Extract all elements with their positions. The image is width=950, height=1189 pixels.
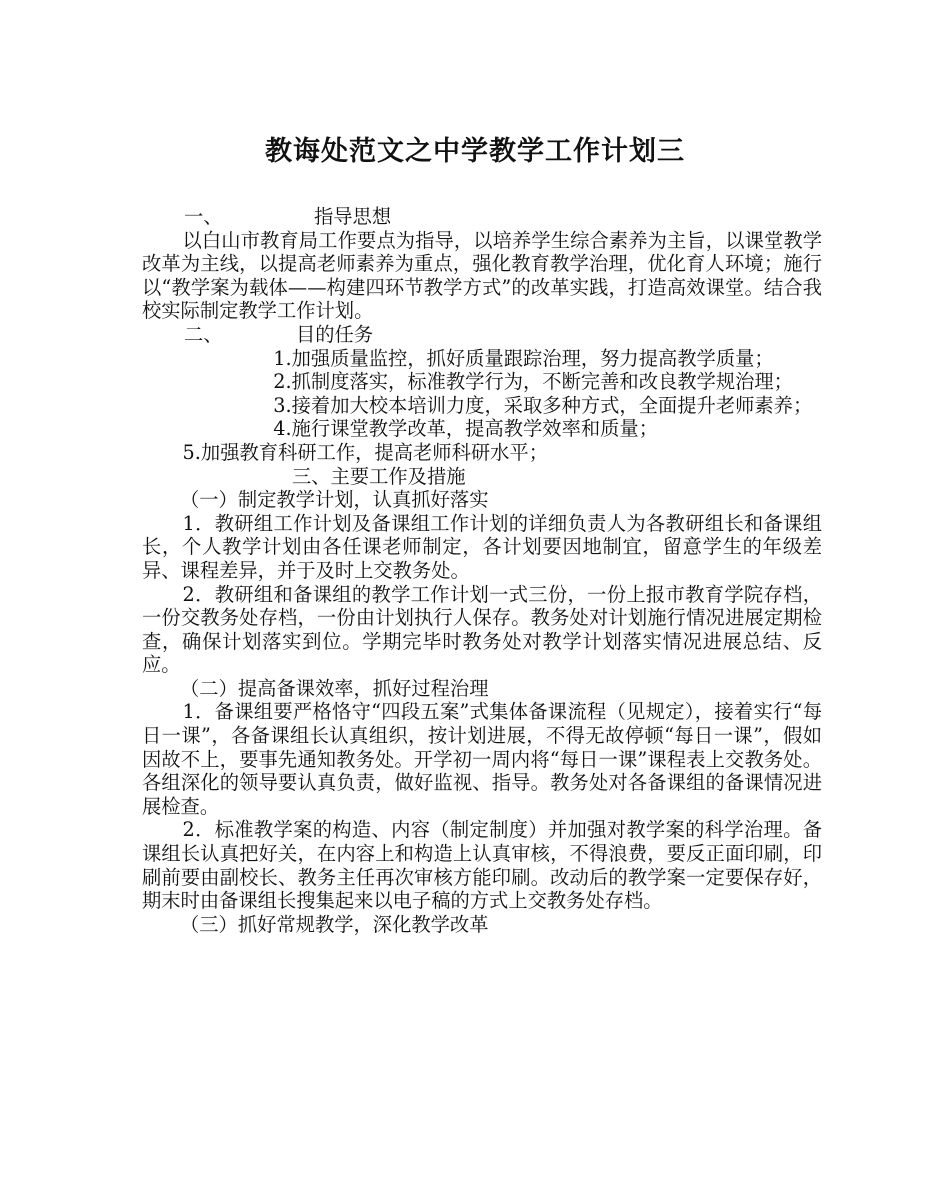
paragraph: 以白山市教育局工作要点为指导，以培养学生综合素养为主旨，以课堂教学改革为主线，以提高老师素养为重点，强化教育教学治理，优化育人环境；施行以“教学案为载体——构建四环节教学方式”的改革实践，打造高效课堂。结合我校实际制定教学工作计划。 [142, 228, 822, 323]
list-item: 4.施行课堂教学改革，提高教学效率和质量； [273, 417, 658, 441]
list-item: 1.加强质量监控，抓好质量跟踪治理，努力提高教学质量； [273, 346, 774, 370]
document-body [142, 205, 822, 936]
subsection-heading-2: （二）提高备课效率，抓好过程治理 [180, 676, 489, 700]
section-heading-3: 三、主要工作及措施 [292, 464, 466, 488]
section-heading-text: 目的任务 [296, 322, 374, 346]
list-item: 3.接着加大校本培训力度，采取多种方式，全面提升老师素养； [273, 393, 813, 417]
section-number: 二、 [184, 322, 223, 346]
document-title: 教诲处范文之中学教学工作计划三 [265, 136, 685, 167]
list-item: 5.加强教育科研工作，提高老师科研水平； [182, 440, 548, 464]
paragraph: 1．备课组要严格恪守“四段五案”式集体备课流程（见规定），接着实行“每日一课”，各备课组长认真组织，按计划进展，不得无故停顿“每日一课”，假如因故不上，要事先通知教务处。开学初一周内将“每日一课”课程表上交教务处。各组深化的领导要认真负责，做好监视、指导。教务处对各备课组的备课情况进展检查。 [142, 700, 822, 818]
section-heading-2 [142, 323, 822, 347]
section-heading-1 [142, 205, 822, 229]
subsection-heading-1: （一）制定教学计划，认真抓好落实 [180, 488, 489, 512]
paragraph: 2．标准教学案的构造、内容（制定制度）并加强对教学案的科学治理。备课组长认真把好关，在内容上和构造上认真审核，不得浪费，要反正面印刷，印刷前要由副校长、教务主任再次审核方能印刷。改动后的教学案一定要保存好，期末时由备课组长搜集起来以电子稿的方式上交教务处存档。 [142, 818, 822, 913]
paragraph: 1．教研组工作计划及备课组工作计划的详细负责人为各教研组长和备课组长，个人教学计划由各任课老师制定，各计划要因地制宜，留意学生的年级差异、课程差异，并于及时上交教务处。 [142, 511, 822, 582]
section-number: 一、 [184, 205, 223, 228]
section-heading-text: 指导思想 [314, 205, 392, 228]
list-item: 2.抓制度落实，标准教学行为，不断完善和改良教学规治理； [273, 370, 793, 394]
paragraph: 2．教研组和备课组的教学工作计划一式三份，一份上报市教育学院存档，一份交教务处存档，一份由计划执行人保存。教务处对计划施行情况进展定期检查，确保计划落实到位。学期完毕时教务处对教学计划落实情况进展总结、反应。 [142, 582, 822, 677]
subsection-heading-3: （三）抓好常规教学，深化教学改革 [180, 912, 489, 936]
